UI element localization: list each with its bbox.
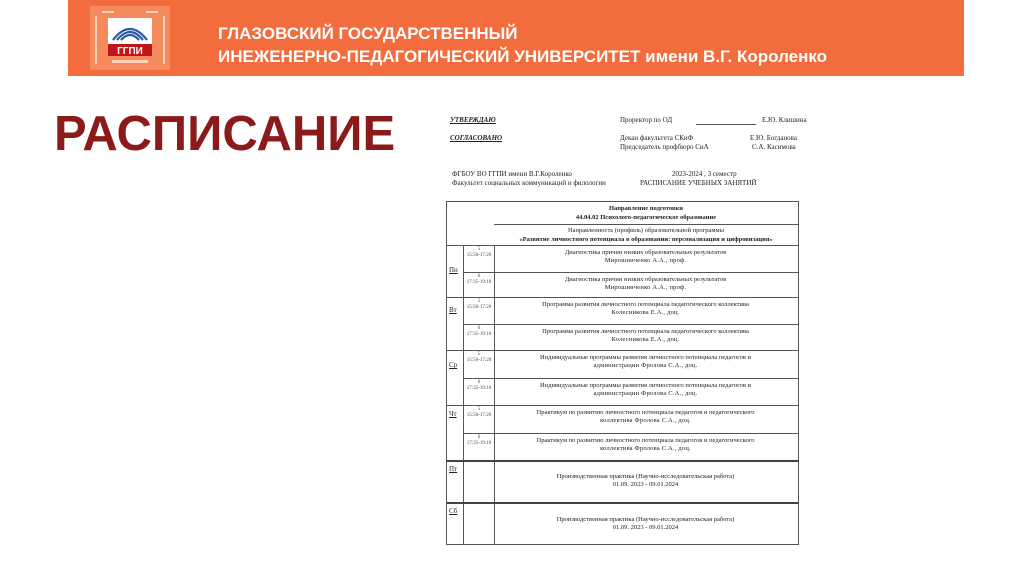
day-label: Вт [449,306,457,314]
university-name [218,22,827,68]
agree-name-union: С.А. Касимова [752,143,796,151]
header-banner [68,0,964,76]
day-label: Пт [449,465,458,473]
university-logo-icon [90,6,170,70]
lesson-entry: Программа развития личностного потенциала педагогического коллектива Колесникова Е.А., доц. [542,301,749,316]
day-label: Сб [449,507,458,515]
agree-name-dean: Е.Ю. Богданова [750,134,797,142]
lesson-entry: Индивидуальные программы развития личностного потенциала педагогов и администрации Фролова С.А., доц. [539,382,752,397]
approve-label: УТВЕРЖДАЮ [450,116,496,124]
slot-time: 6 17:35-19:10 [466,435,492,446]
slot-time: 5 15:50-17:20 [466,352,492,363]
slot-time: 5 15:50-17:20 [466,247,492,258]
university-name-line2: ИНЕЖЕНЕРНО-ПЕДАГОГИЧЕСКИЙ УНИВЕРСИТЕТ имени В.Г. Короленко [218,47,828,66]
schedule-row [447,502,798,546]
faculty: Факультет социальных коммуникаций и филологии [452,179,606,187]
schedule-row [447,245,798,298]
schedule-document [440,108,807,548]
page-title: РАСПИСАНИЕ [54,107,396,161]
day-label: Чт [449,410,457,418]
slot-time: 6 17:35-19:10 [466,274,492,285]
program-header [494,202,798,246]
approve-name: Е.Ю. Клишина [762,116,807,124]
schedule-row [447,460,798,504]
lesson-entry: Диагностика причин низких образовательных результатов Мирошниченко А.А., проф. [564,249,727,264]
slot-time: 6 17:35-19:10 [466,380,492,391]
agree-label: СОГЛАСОВАНО [450,134,503,142]
profile-label: Направленность (профиль) образовательной программы [494,224,798,235]
lesson-entry: Производственная практика (Научно-исследовательская работа) 01.09. 2023 - 09.01.2024 [556,516,735,531]
university-name-line1: ГЛАЗОВСКИЙ ГОСУДАРСТВЕННЫЙ [218,24,518,43]
direction-label: Направление подготовки [608,205,684,212]
organization: ФГБОУ ВО ГГПИ имени В.Г.Короленко [452,170,572,178]
schedule-heading: РАСПИСАНИЕ УЧЕБНЫХ ЗАНЯТИЙ [640,179,757,187]
day-label: Пн [449,266,458,274]
academic-year: 2023-2024 , 3 семестр [672,170,737,178]
schedule-row [447,405,798,461]
schedule-row [447,350,798,406]
lesson-entry: Программа развития личностного потенциала педагогического коллектива Колесникова Е.А., доц. [542,328,749,343]
lesson-entry: Производственная практика (Научно-исследовательская работа) 01.09. 2023 - 09.01.2024 [556,473,735,488]
schedule-table [446,201,799,545]
direction-code: 44.04.02 Психолого-педагогическое образование [575,214,717,221]
schedule-row [447,297,798,351]
slot-time: 6 17:35-19:10 [466,326,492,337]
profile-name: «Развитие личностного потенциала в образовании: персонализация и цифровизация» [519,236,773,243]
svg-text:ГГПИ: ГГПИ [117,46,143,57]
lesson-entry: Диагностика причин низких образовательных результатов Мирошниченко А.А., проф. [564,276,727,291]
slot-time: 5 15:50-17:20 [466,407,492,418]
approve-role: Проректор по ОД [620,116,673,124]
agree-role-dean: Декан факультета СКиФ [620,134,694,142]
lesson-entry: Индивидуальные программы развития личностного потенциала педагогов и администрации Фролова С.А., доц. [539,354,752,369]
slot-time: 5 15:50-17:20 [466,299,492,310]
lesson-entry: Практикум по развитию личностного потенциала педагогов и педагогического коллектива Фролова С.А., доц. [536,437,755,452]
day-label: Ср [449,361,458,369]
lesson-entry: Практикум по развитию личностного потенциала педагогов и педагогического коллектива Фролова С.А., доц. [536,409,755,424]
agree-role-union: Председатель профбюро СиА [620,143,709,151]
